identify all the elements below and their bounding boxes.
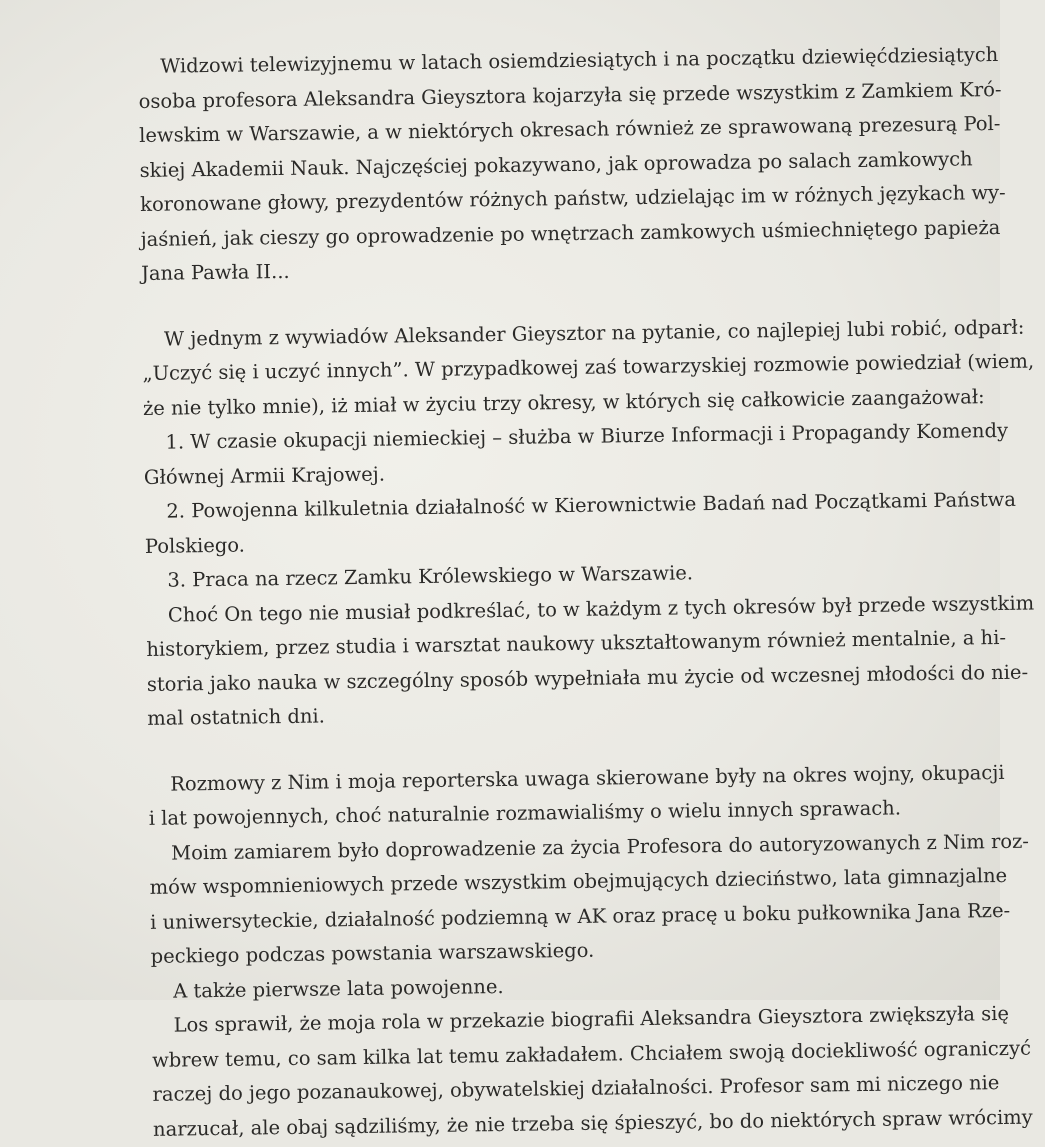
text-line: skiej Akademii Nauk. Najczęściej pokazywano, jak oprowadza po salach zamkowych — [139, 146, 973, 182]
text-line: Jana Pawła II... — [140, 259, 290, 285]
paragraph-intention — [149, 825, 1030, 974]
text-line: jaśnień, jak cieszy go oprowadzenie po wnętrzach zamkowych uśmiechniętego papieża — [140, 215, 1001, 251]
text-line: „Uczyć się i uczyć innych”. W przypadkowej zaś towarzyskiej rozmowie powiedział (wiem, — [142, 349, 1035, 385]
text-line: A także pierwsze lata powojenne. — [172, 974, 504, 1003]
text-line: peckiego podczas powstania warszawskiego. — [150, 938, 595, 968]
text-line: wbrew temu, co sam kilka lat temu zakładałem. Chciałem swoją dociekliwość ograniczyć — [151, 1036, 1032, 1072]
text-line: osoba profesora Aleksandra Gieysztora kojarzyła się przede wszystkim z Zamkiem Kró- — [138, 77, 1002, 113]
paragraph-conversations — [148, 756, 1005, 836]
body-text — [138, 39, 1035, 1147]
text-line: koronowane głowy, prezydentów różnych państw, udzielając im w różnych językach wy- — [139, 180, 1006, 216]
text-line: Widzowi telewizyjnemu w latach osiemdziesiątych i na początku dziewięćdziesiątych — [160, 42, 999, 78]
text-line: 1. W czasie okupacji niemieckiej – służba w Biurze Informacji i Propagandy Komendy — [165, 418, 1009, 454]
text-line: 2. Powojenna kilkuletnia działalność w Kierownictwie Badań nad Początkami Państwa — [166, 487, 1017, 523]
text-line: W jednym z wywiadów Aleksander Gieysztor na pytanie, co najlepiej lubi robić, odparł: — [163, 315, 1025, 351]
text-line: Głównej Armii Krajowej. — [143, 462, 386, 489]
paragraph-fate — [151, 998, 1033, 1147]
text-line: mal ostatnich dni. — [147, 704, 326, 730]
text-line: i uniwersyteckie, działalność podziemną w AK oraz pracę u boku pułkownika Jana Rze- — [150, 898, 1011, 934]
text-line: i lat powojennych, choć naturalnie rozmawialiśmy o wielu innych sprawach. — [148, 796, 902, 830]
paragraph-historian — [146, 587, 1035, 736]
text-line: że nie tylko mnie), iż miał w życiu trzy okresy, w których się całkowicie zaangażował: — [142, 384, 985, 420]
text-line: Los sprawił, że moja rola w przekazie biografii Aleksandra Gieysztora zwiększyła się — [173, 1001, 1010, 1037]
text-line: mów wspomnieniowych przede wszystkim obejmujących dzieciństwo, lata gimnazjalne — [149, 863, 1008, 899]
text-line: Choć On tego nie musiał podkreślać, to w każdym z tych okresów był przede wszystkim — [167, 591, 1035, 627]
text-line: storia jako nauka w szczególny sposób wypełniała mu życie od wczesnej młodości do nie- — [146, 660, 1029, 696]
text-line: lewskim w Warszawie, a w niektórych okresach również ze sprawowaną prezesurą Pol- — [139, 111, 1001, 147]
text-line: Polskiego. — [144, 533, 246, 558]
text-line: raczej do jego pozanaukowej, obywatelskiej działalności. Profesor sam mi niczego nie — [152, 1071, 1000, 1106]
text-line: 3. Praca na rzecz Zamku Królewskiego w Warszawie. — [167, 561, 694, 592]
list-item-1 — [143, 415, 1009, 495]
paragraph-intro — [138, 39, 1006, 292]
text-line: Rozmowy z Nim i moja reporterska uwaga skierowane były na okres wojny, okupacji — [170, 760, 1005, 796]
paragraph-interview — [142, 311, 1035, 426]
text-line: Moim zamiarem było doprowadzenie za życia Profesora do autoryzowanych z Nim roz- — [171, 829, 1030, 865]
list-item-2 — [144, 484, 1017, 564]
text-line: narzucał, ale obaj sądziliśmy, że nie trzeba się śpieszyć, bo do niektórych spraw wrócimy — [152, 1105, 1033, 1141]
text-line: historykiem, przez studia i warsztat naukowy ukształtowanym również mentalnie, a hi- — [146, 625, 1007, 661]
